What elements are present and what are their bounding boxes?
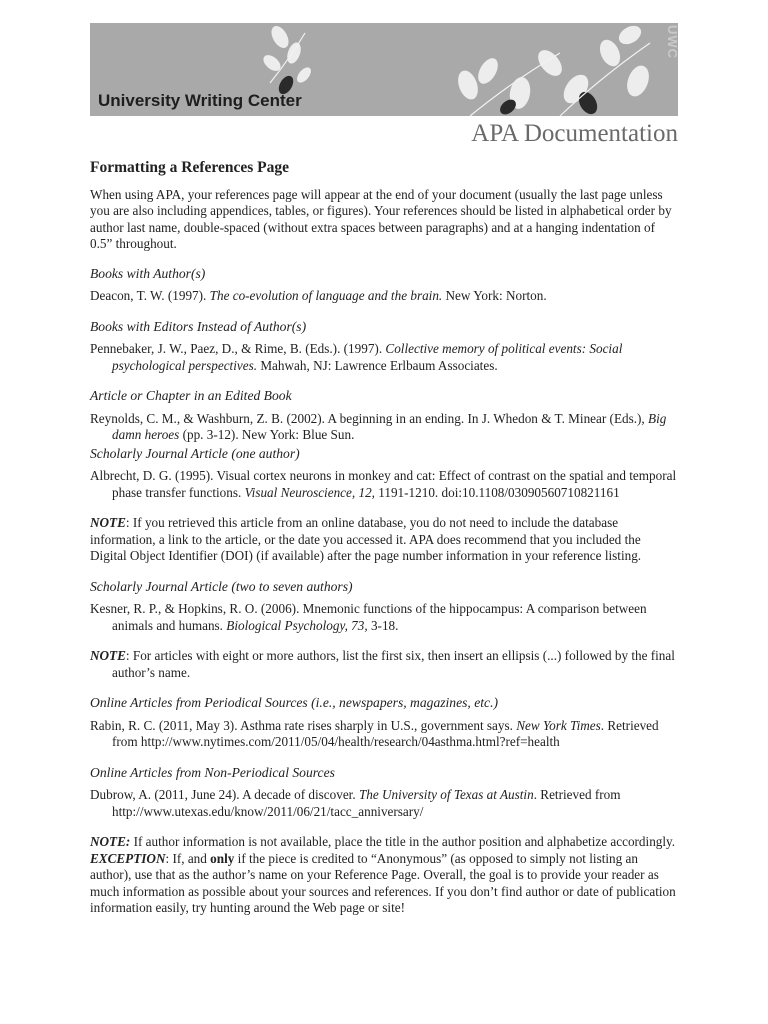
reference-entry: Pennebaker, J. W., Paez, D., & Rime, B. (Eds.). (1997). Collective memory of political events: Social psychological perspectives. Mahwah, NJ: Lawrence Erlbaum Associates. bbox=[90, 341, 623, 373]
leaf-icon bbox=[260, 22, 652, 110]
note-paragraph: NOTE: For articles with eight or more authors, list the first six, then insert an ellipsis (...) followed by the final author’s name. bbox=[90, 648, 675, 680]
section-heading: Scholarly Journal Article (one author) bbox=[90, 445, 300, 461]
dark-leaf-icon bbox=[276, 73, 601, 117]
reference-entry: Reynolds, C. M., & Washburn, Z. B. (2002). A beginning in an ending. In J. Whedon & T. Minear (Eds.), Big damn heroes (pp. 3-12). New York: Blue Sun. bbox=[90, 410, 667, 442]
page-title: Formatting a References Page bbox=[90, 159, 289, 176]
note-paragraph: NOTE: If you retrieved this article from an online database, you do not need to include the database information, a link to the article, or the date you accessed it. APA does recommend that you included the Digital Object Identifier (DOI) (if available) after the page number information in your reference listing. bbox=[90, 515, 642, 563]
uwc-mark: UWC bbox=[665, 25, 680, 60]
document-body bbox=[90, 160, 680, 931]
section-heading: Scholarly Journal Article (two to seven authors) bbox=[90, 578, 353, 594]
header-banner bbox=[90, 23, 678, 116]
reference-entry: Rabin, R. C. (2011, May 3). Asthma rate rises sharply in U.S., government says. New York Times. Retrieved from http://www.nytimes.com/2011/05/04/health/research/04asthma.html?ref=health bbox=[90, 717, 659, 749]
reference-entry: Deacon, T. W. (1997). The co-evolution of language and the brain. New York: Norton. bbox=[90, 288, 547, 303]
section-heading: Online Articles from Periodical Sources (i.e., newspapers, magazines, etc.) bbox=[90, 695, 498, 710]
intro-paragraph: When using APA, your references page will appear at the end of your document (usually the last page unless you are also including appendices, tables, or figures). Your references should be listed in alphabetical order by author last name, double-spaced (without extra spaces between paragraphs) and at a hanging indentation of 0.5” throughout. bbox=[90, 186, 672, 251]
page-subtitle: APA Documentation bbox=[471, 120, 678, 147]
section-heading: Books with Author(s) bbox=[90, 265, 206, 281]
org-name: University Writing Center bbox=[98, 91, 302, 110]
reference-entry: Dubrow, A. (2011, June 24). A decade of discover. The University of Texas at Austin. Retrieved from http://www.utexas.edu/know/2011/06/21/tacc_anniversary/ bbox=[90, 787, 621, 819]
reference-entry: Albrecht, D. G. (1995). Visual cortex neurons in monkey and cat: Effect of contrast on the spatial and temporal phase transfer functions. Visual Neuroscience, 12, 1191-1210. doi:10.1108/03090560710821161 bbox=[90, 468, 677, 500]
section-heading: Online Articles from Non-Periodical Sources bbox=[90, 764, 335, 780]
section-heading: Books with Editors Instead of Author(s) bbox=[90, 318, 307, 334]
final-note: NOTE: If author information is not available, place the title in the author position and alphabetize accordingly. EXCEPTION: If, and only if the piece is credited to “Anonymous” (as opposed to simply not listing an author), use that as the author’s name on your Reference Page. Overall, the goal is to provide your reader as much information as possible about your sources and references. If you don’t find author or date of publication information easily, try hunting around the Web page or site! bbox=[90, 834, 676, 915]
section-heading: Article or Chapter in an Edited Book bbox=[90, 388, 292, 403]
reference-entry: Kesner, R. P., & Hopkins, R. O. (2006). Mnemonic functions of the hippocampus: A comparison between animals and humans. Biological Psychology, 73, 3-18. bbox=[90, 601, 647, 633]
